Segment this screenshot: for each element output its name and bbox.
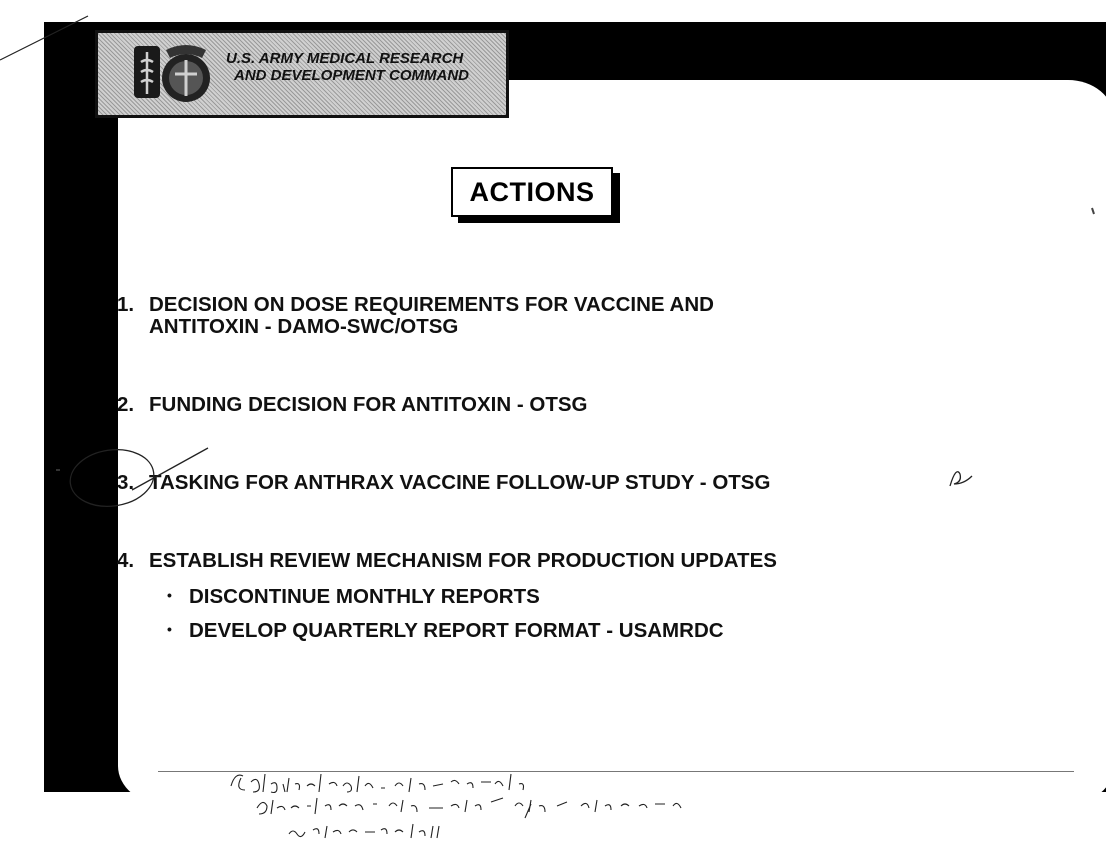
- bullet-icon: •: [167, 587, 172, 603]
- handwritten-note: [225, 764, 825, 848]
- slash-mark-icon: [132, 448, 208, 490]
- organization-line-2: AND DEVELOPMENT COMMAND: [234, 67, 469, 84]
- bullet-icon: •: [167, 621, 172, 637]
- item-number: 1.: [117, 293, 135, 316]
- subitem-text: DISCONTINUE MONTHLY REPORTS: [189, 585, 540, 608]
- item-number: 2.: [117, 393, 135, 416]
- item-number: 3.: [117, 471, 135, 494]
- item-number: 4.: [117, 549, 135, 572]
- item-text-continuation: ANTITOXIN - DAMO-SWC/OTSG: [149, 315, 459, 338]
- item-text: DECISION ON DOSE REQUIREMENTS FOR VACCINE AND: [149, 293, 714, 316]
- organization-line-1: U.S. ARMY MEDICAL RESEARCH: [226, 50, 464, 67]
- circle-mark-icon: [67, 444, 158, 511]
- slide-title: ACTIONS: [469, 176, 595, 207]
- pen-stroke-corner: [0, 16, 88, 60]
- item-text: FUNDING DECISION FOR ANTITOXIN - OTSG: [149, 393, 588, 416]
- initial-mark: [946, 462, 976, 492]
- item-text: ESTABLISH REVIEW MECHANISM FOR PRODUCTION UPDATES: [149, 549, 777, 572]
- item-text: TASKING FOR ANTHRAX VACCINE FOLLOW-UP STUDY - OTSG: [149, 471, 771, 494]
- subitem-text: DEVELOP QUARTERLY REPORT FORMAT - USAMRDC: [189, 619, 724, 642]
- scan-speck: [1092, 208, 1094, 214]
